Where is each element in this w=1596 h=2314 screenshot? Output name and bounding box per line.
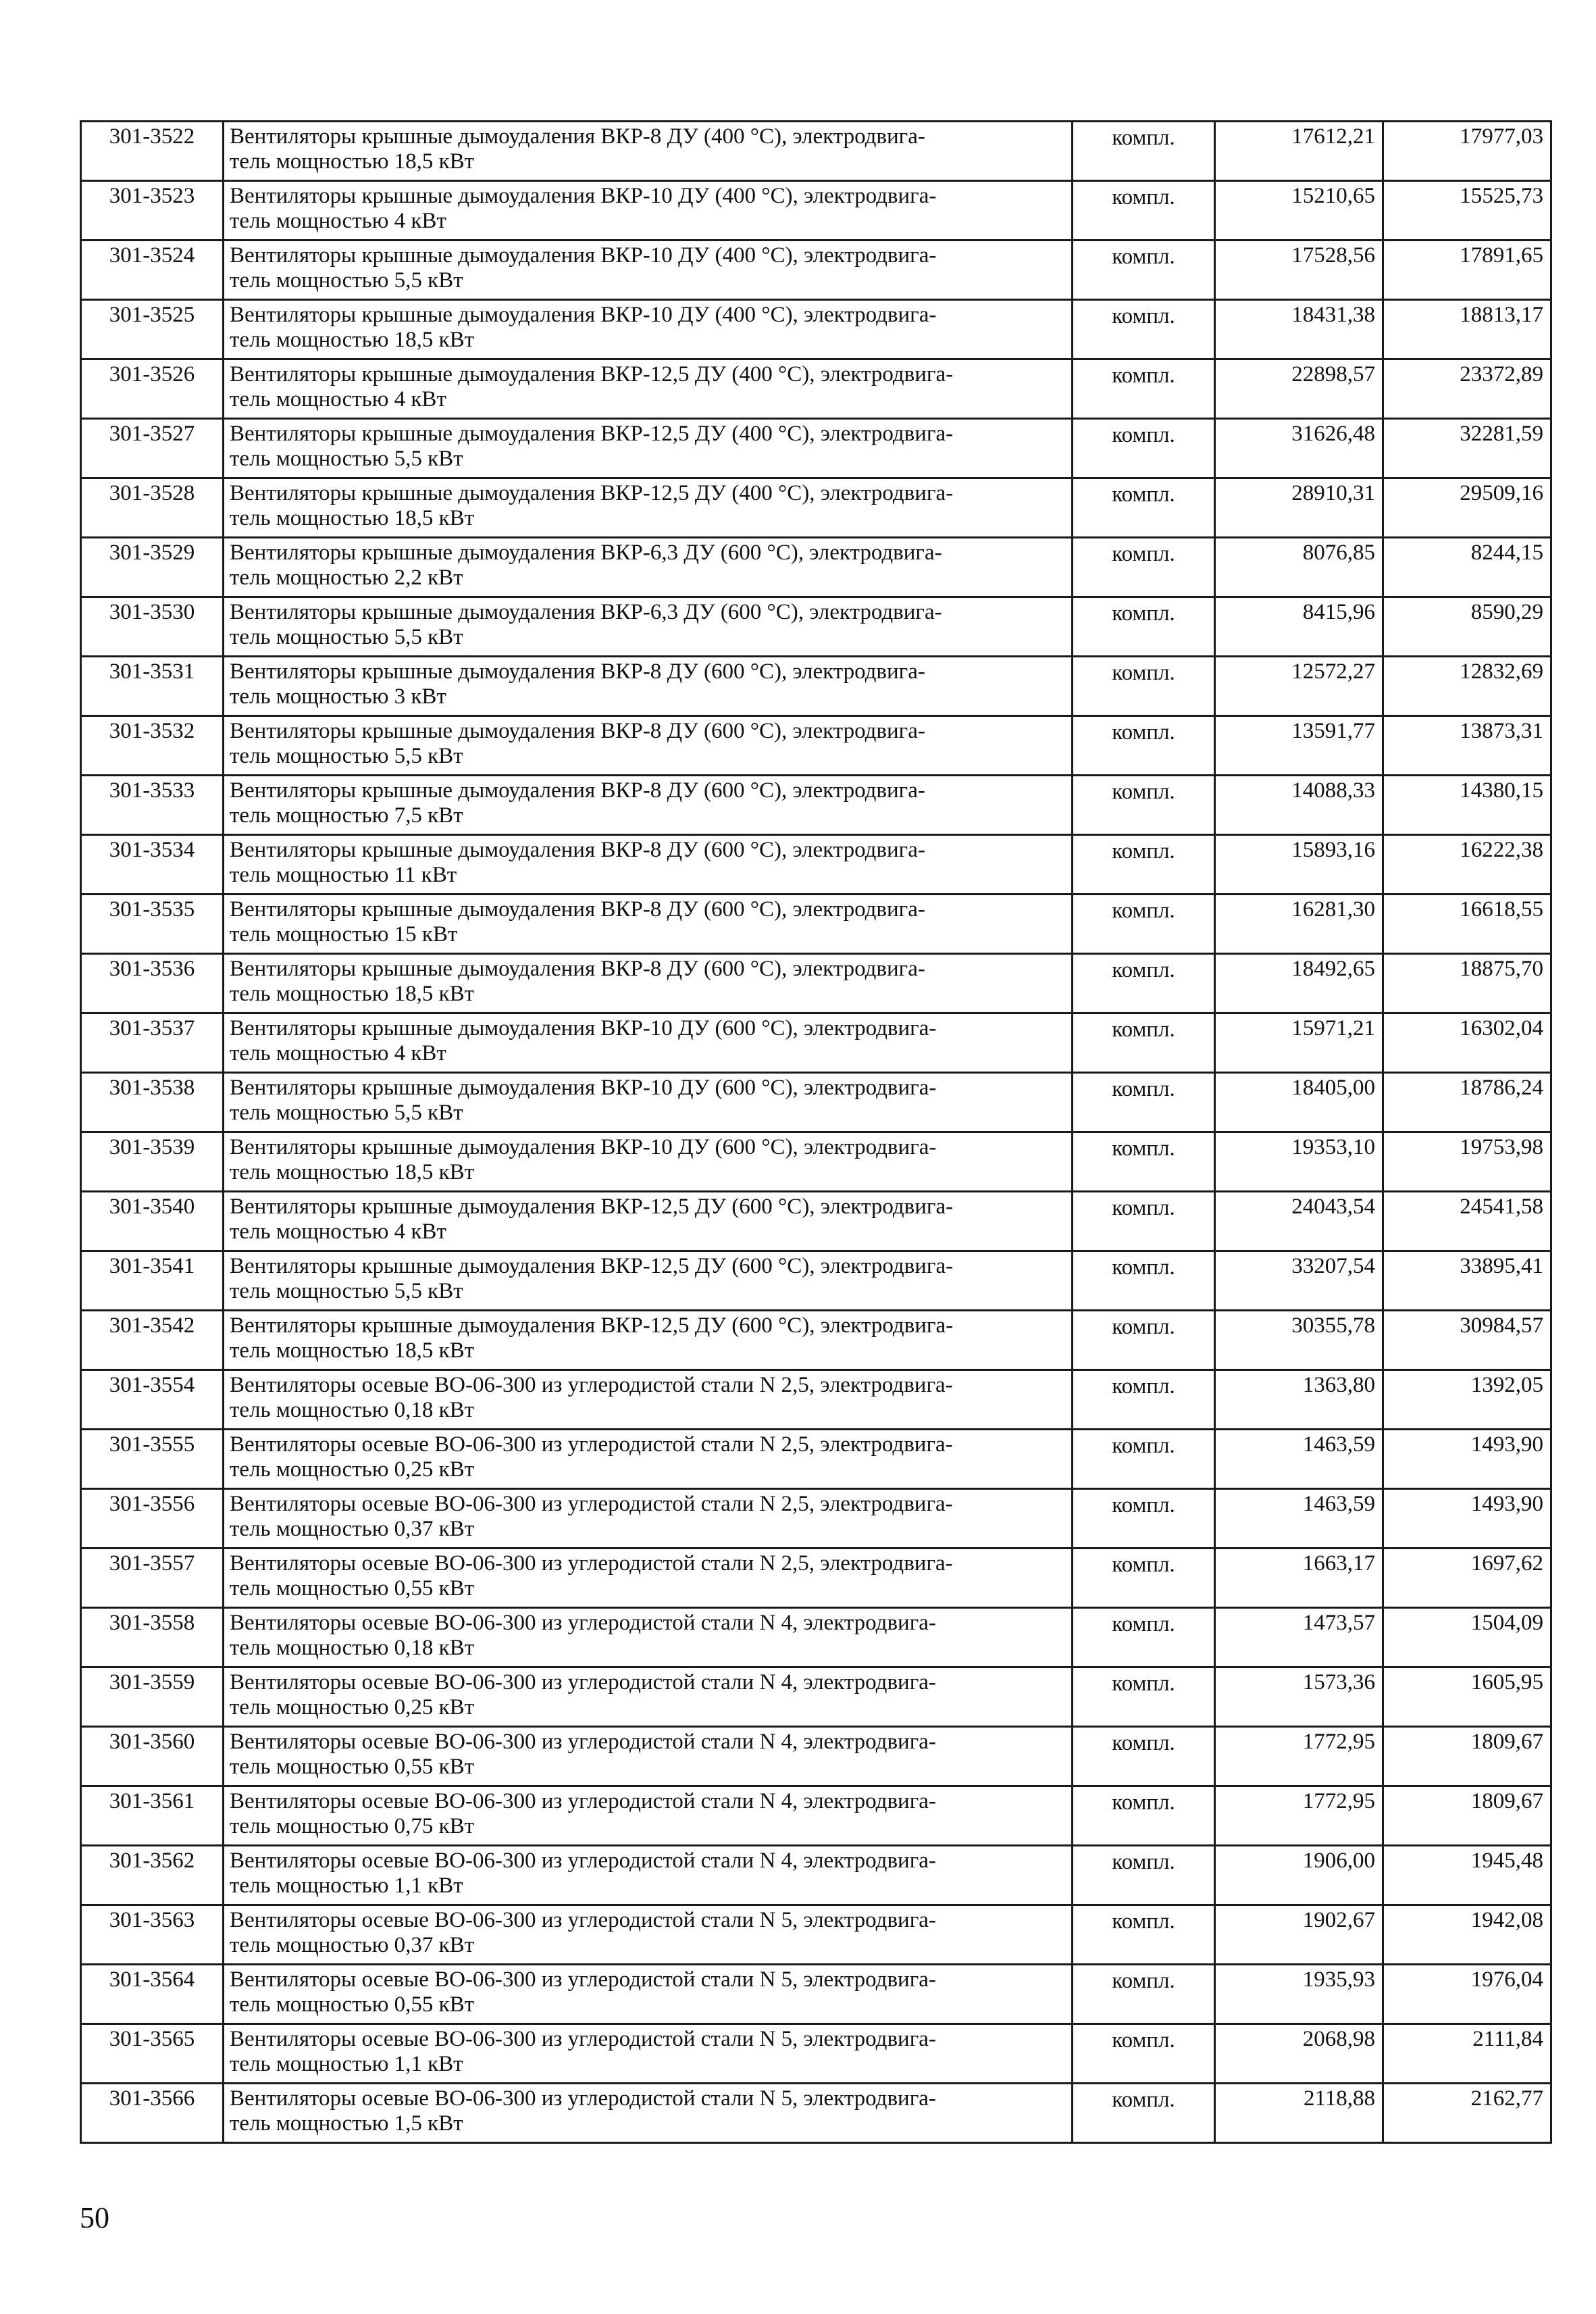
item-unit: компл. [1073, 1608, 1215, 1667]
item-code: 301-3558 [81, 1608, 224, 1667]
item-price-1: 18405,00 [1215, 1073, 1383, 1132]
item-description-line-1: Вентиляторы крышные дымоудаления ВКР-12,5 ДУ (400 °С), электродвига- [230, 481, 954, 505]
item-description [224, 1073, 1073, 1132]
item-code: 301-3542 [81, 1311, 224, 1370]
item-price-1: 1473,57 [1215, 1608, 1383, 1667]
item-description-line-1: Вентиляторы крышные дымоудаления ВКР-12,5 ДУ (400 °С), электродвига- [230, 362, 954, 386]
item-price-2: 2111,84 [1383, 2024, 1551, 2084]
item-description-line-2: тель мощностью 4 кВт [230, 387, 446, 411]
item-description-line-1: Вентиляторы крышные дымоудаления ВКР-8 ДУ (400 °С), электродвига- [230, 124, 925, 149]
item-price-2: 18875,70 [1383, 954, 1551, 1013]
item-code: 301-3565 [81, 2024, 224, 2084]
item-description-line-2: тель мощностью 0,37 кВт [230, 1933, 475, 1957]
item-code: 301-3541 [81, 1251, 224, 1311]
item-description [224, 359, 1073, 419]
item-description-line-2: тель мощностью 0,55 кВт [230, 1755, 475, 1779]
price-table [80, 120, 1552, 2144]
item-description-line-2: тель мощностью 0,75 кВт [230, 1814, 475, 1838]
item-unit: компл. [1073, 1370, 1215, 1430]
item-price-2: 1942,08 [1383, 1905, 1551, 1965]
item-price-1: 30355,78 [1215, 1311, 1383, 1370]
item-price-2: 14380,15 [1383, 776, 1551, 835]
item-unit: компл. [1073, 1846, 1215, 1905]
item-description [224, 954, 1073, 1013]
item-code: 301-3525 [81, 300, 224, 359]
item-price-2: 1392,05 [1383, 1370, 1551, 1430]
item-unit: компл. [1073, 954, 1215, 1013]
table-row [81, 1073, 1551, 1132]
item-description [224, 478, 1073, 538]
item-price-1: 2068,98 [1215, 2024, 1383, 2084]
item-price-1: 8415,96 [1215, 597, 1383, 657]
item-description [224, 1549, 1073, 1608]
item-price-2: 23372,89 [1383, 359, 1551, 419]
item-price-2: 1809,67 [1383, 1786, 1551, 1846]
item-description [224, 419, 1073, 478]
item-price-1: 1906,00 [1215, 1846, 1383, 1905]
item-description-line-1: Вентиляторы крышные дымоудаления ВКР-12,5 ДУ (600 °С), электродвига- [230, 1313, 954, 1338]
table-row [81, 835, 1551, 895]
item-description-line-1: Вентиляторы осевые ВО-06-300 из углеродистой стали N 2,5, электродвига- [230, 1492, 953, 1516]
item-description [224, 1905, 1073, 1965]
item-description [224, 1132, 1073, 1192]
item-description-line-2: тель мощностью 15 кВт [230, 922, 458, 947]
item-unit: компл. [1073, 1965, 1215, 2024]
item-unit: компл. [1073, 1192, 1215, 1251]
item-price-2: 15525,73 [1383, 181, 1551, 241]
item-code: 301-3523 [81, 181, 224, 241]
item-description-line-2: тель мощностью 0,25 кВт [230, 1457, 475, 1482]
item-price-2: 1697,62 [1383, 1549, 1551, 1608]
table-row [81, 122, 1551, 181]
item-price-1: 1663,17 [1215, 1549, 1383, 1608]
item-description-line-2: тель мощностью 1,5 кВт [230, 2111, 463, 2136]
item-code: 301-3564 [81, 1965, 224, 2024]
item-unit: компл. [1073, 300, 1215, 359]
table-row [81, 181, 1551, 241]
item-description [224, 1251, 1073, 1311]
item-unit: компл. [1073, 1132, 1215, 1192]
item-description-line-1: Вентиляторы осевые ВО-06-300 из углеродистой стали N 4, электродвига- [230, 1789, 936, 1813]
item-price-1: 17612,21 [1215, 122, 1383, 181]
item-description-line-1: Вентиляторы крышные дымоудаления ВКР-12,5 ДУ (400 °С), электродвига- [230, 422, 954, 446]
item-price-2: 18813,17 [1383, 300, 1551, 359]
item-description-line-1: Вентиляторы крышные дымоудаления ВКР-10 ДУ (600 °С), электродвига- [230, 1016, 937, 1040]
item-description [224, 1608, 1073, 1667]
item-description-line-2: тель мощностью 0,25 кВт [230, 1695, 475, 1719]
item-description-line-2: тель мощностью 5,5 кВт [230, 1279, 463, 1303]
item-description-line-2: тель мощностью 4 кВт [230, 209, 446, 233]
item-price-2: 8590,29 [1383, 597, 1551, 657]
item-description [224, 1489, 1073, 1549]
item-description [224, 1846, 1073, 1905]
item-description-line-1: Вентиляторы крышные дымоудаления ВКР-8 ДУ (600 °С), электродвига- [230, 778, 925, 803]
item-price-2: 17977,03 [1383, 122, 1551, 181]
item-code: 301-3563 [81, 1905, 224, 1965]
item-code: 301-3539 [81, 1132, 224, 1192]
item-unit: компл. [1073, 2024, 1215, 2084]
item-description-line-2: тель мощностью 18,5 кВт [230, 1160, 475, 1184]
item-code: 301-3560 [81, 1727, 224, 1786]
item-description [224, 241, 1073, 300]
item-price-1: 1772,95 [1215, 1786, 1383, 1846]
table-row [81, 241, 1551, 300]
item-price-1: 1573,36 [1215, 1667, 1383, 1727]
item-code: 301-3529 [81, 538, 224, 597]
table-row [81, 1013, 1551, 1073]
item-description-line-1: Вентиляторы осевые ВО-06-300 из углеродистой стали N 2,5, электродвига- [230, 1551, 953, 1576]
item-description-line-2: тель мощностью 0,18 кВт [230, 1398, 475, 1422]
item-description [224, 122, 1073, 181]
item-code: 301-3536 [81, 954, 224, 1013]
item-description [224, 1370, 1073, 1430]
table-row [81, 895, 1551, 954]
item-description-line-2: тель мощностью 1,1 кВт [230, 2052, 463, 2076]
item-description-line-1: Вентиляторы крышные дымоудаления ВКР-10 ДУ (400 °С), электродвига- [230, 303, 937, 327]
item-price-2: 16222,38 [1383, 835, 1551, 895]
item-description-line-1: Вентиляторы осевые ВО-06-300 из углеродистой стали N 5, электродвига- [230, 2086, 936, 2111]
item-description-line-2: тель мощностью 5,5 кВт [230, 1101, 463, 1125]
item-description-line-2: тель мощностью 5,5 кВт [230, 447, 463, 471]
item-description [224, 1667, 1073, 1727]
item-price-2: 13873,31 [1383, 716, 1551, 776]
item-unit: компл. [1073, 657, 1215, 716]
item-description [224, 1965, 1073, 2024]
page-number: 50 [80, 2201, 109, 2234]
item-price-1: 31626,48 [1215, 419, 1383, 478]
item-description-line-1: Вентиляторы крышные дымоудаления ВКР-8 ДУ (600 °С), электродвига- [230, 659, 925, 684]
table-row [81, 776, 1551, 835]
item-price-1: 8076,85 [1215, 538, 1383, 597]
item-code: 301-3538 [81, 1073, 224, 1132]
item-description-line-1: Вентиляторы крышные дымоудаления ВКР-10 ДУ (600 °С), электродвига- [230, 1076, 937, 1100]
item-description-line-1: Вентиляторы крышные дымоудаления ВКР-8 ДУ (600 °С), электродвига- [230, 838, 925, 862]
item-description-line-2: тель мощностью 1,1 кВт [230, 1873, 463, 1898]
table-row [81, 954, 1551, 1013]
item-price-1: 1772,95 [1215, 1727, 1383, 1786]
item-unit: компл. [1073, 1073, 1215, 1132]
item-code: 301-3535 [81, 895, 224, 954]
item-description-line-2: тель мощностью 5,5 кВт [230, 744, 463, 768]
item-code: 301-3556 [81, 1489, 224, 1549]
item-code: 301-3559 [81, 1667, 224, 1727]
item-description [224, 895, 1073, 954]
item-price-1: 28910,31 [1215, 478, 1383, 538]
item-price-2: 16302,04 [1383, 1013, 1551, 1073]
table-row [81, 1370, 1551, 1430]
item-description-line-1: Вентиляторы осевые ВО-06-300 из углеродистой стали N 5, электродвига- [230, 1908, 936, 1932]
table-row [81, 1965, 1551, 2024]
item-unit: компл. [1073, 1311, 1215, 1370]
item-description-line-1: Вентиляторы крышные дымоудаления ВКР-10 ДУ (400 °С), электродвига- [230, 243, 937, 268]
item-price-1: 33207,54 [1215, 1251, 1383, 1311]
table-row [81, 1727, 1551, 1786]
item-price-2: 1809,67 [1383, 1727, 1551, 1786]
item-code: 301-3534 [81, 835, 224, 895]
item-code: 301-3566 [81, 2084, 224, 2143]
item-description-line-2: тель мощностью 5,5 кВт [230, 625, 463, 649]
item-price-2: 33895,41 [1383, 1251, 1551, 1311]
item-description-line-2: тель мощностью 18,5 кВт [230, 1338, 475, 1363]
item-description-line-1: Вентиляторы крышные дымоудаления ВКР-10 ДУ (600 °С), электродвига- [230, 1135, 937, 1159]
item-price-2: 1605,95 [1383, 1667, 1551, 1727]
item-unit: компл. [1073, 835, 1215, 895]
item-unit: компл. [1073, 359, 1215, 419]
item-code: 301-3522 [81, 122, 224, 181]
item-description-line-1: Вентиляторы крышные дымоудаления ВКР-6,3 ДУ (600 °С), электродвига- [230, 540, 942, 565]
item-unit: компл. [1073, 419, 1215, 478]
table-row [81, 1846, 1551, 1905]
item-description-line-2: тель мощностью 18,5 кВт [230, 982, 475, 1006]
item-code: 301-3557 [81, 1549, 224, 1608]
item-description [224, 2084, 1073, 2143]
item-description-line-1: Вентиляторы крышные дымоудаления ВКР-8 ДУ (600 °С), электродвига- [230, 719, 925, 743]
item-description [224, 657, 1073, 716]
item-description-line-2: тель мощностью 7,5 кВт [230, 803, 463, 828]
table-row [81, 1489, 1551, 1549]
item-unit: компл. [1073, 1430, 1215, 1489]
item-price-1: 12572,27 [1215, 657, 1383, 716]
item-description-line-1: Вентиляторы осевые ВО-06-300 из углеродистой стали N 4, электродвига- [230, 1730, 936, 1754]
item-description [224, 1786, 1073, 1846]
item-description [224, 181, 1073, 241]
item-code: 301-3562 [81, 1846, 224, 1905]
item-description-line-2: тель мощностью 2,2 кВт [230, 565, 463, 590]
item-code: 301-3537 [81, 1013, 224, 1073]
table-row [81, 538, 1551, 597]
item-description-line-2: тель мощностью 4 кВт [230, 1041, 446, 1065]
table-row [81, 2084, 1551, 2143]
item-description [224, 597, 1073, 657]
item-price-1: 1463,59 [1215, 1489, 1383, 1549]
item-description-line-2: тель мощностью 18,5 кВт [230, 506, 475, 530]
item-description-line-1: Вентиляторы осевые ВО-06-300 из углеродистой стали N 4, электродвига- [230, 1611, 936, 1635]
table-row [81, 657, 1551, 716]
item-price-1: 1935,93 [1215, 1965, 1383, 2024]
item-price-2: 12832,69 [1383, 657, 1551, 716]
item-description [224, 538, 1073, 597]
table-row [81, 359, 1551, 419]
item-description-line-1: Вентиляторы осевые ВО-06-300 из углеродистой стали N 5, электродвига- [230, 1967, 936, 1992]
item-description-line-2: тель мощностью 0,55 кВт [230, 1992, 475, 2017]
item-price-1: 1902,67 [1215, 1905, 1383, 1965]
item-code: 301-3530 [81, 597, 224, 657]
item-unit: компл. [1073, 1549, 1215, 1608]
item-price-2: 1945,48 [1383, 1846, 1551, 1905]
item-price-1: 15971,21 [1215, 1013, 1383, 1073]
item-description-line-2: тель мощностью 18,5 кВт [230, 328, 475, 352]
table-row [81, 1430, 1551, 1489]
item-price-1: 18431,38 [1215, 300, 1383, 359]
item-description-line-1: Вентиляторы осевые ВО-06-300 из углеродистой стали N 4, электродвига- [230, 1848, 936, 1873]
table-row [81, 1905, 1551, 1965]
item-price-1: 24043,54 [1215, 1192, 1383, 1251]
item-description-line-1: Вентиляторы осевые ВО-06-300 из углеродистой стали N 5, электродвига- [230, 2027, 936, 2051]
item-description-line-1: Вентиляторы крышные дымоудаления ВКР-8 ДУ (600 °С), электродвига- [230, 957, 925, 981]
item-price-1: 13591,77 [1215, 716, 1383, 776]
item-unit: компл. [1073, 895, 1215, 954]
item-price-2: 18786,24 [1383, 1073, 1551, 1132]
item-price-2: 17891,65 [1383, 241, 1551, 300]
table-row [81, 419, 1551, 478]
item-unit: компл. [1073, 1667, 1215, 1727]
item-description [224, 1727, 1073, 1786]
price-table-body [81, 122, 1551, 2143]
item-price-1: 1463,59 [1215, 1430, 1383, 1489]
item-unit: компл. [1073, 1489, 1215, 1549]
item-description [224, 1311, 1073, 1370]
table-row [81, 1786, 1551, 1846]
item-price-2: 1504,09 [1383, 1608, 1551, 1667]
item-price-2: 24541,58 [1383, 1192, 1551, 1251]
item-price-1: 16281,30 [1215, 895, 1383, 954]
item-price-2: 30984,57 [1383, 1311, 1551, 1370]
item-unit: компл. [1073, 478, 1215, 538]
table-row [81, 1132, 1551, 1192]
item-description-line-2: тель мощностью 0,37 кВт [230, 1517, 475, 1541]
item-price-2: 1976,04 [1383, 1965, 1551, 2024]
item-unit: компл. [1073, 716, 1215, 776]
item-code: 301-3527 [81, 419, 224, 478]
item-description [224, 2024, 1073, 2084]
item-description [224, 1192, 1073, 1251]
item-code: 301-3555 [81, 1430, 224, 1489]
item-description-line-2: тель мощностью 0,18 кВт [230, 1636, 475, 1660]
item-price-2: 8244,15 [1383, 538, 1551, 597]
item-price-1: 19353,10 [1215, 1132, 1383, 1192]
item-unit: компл. [1073, 1251, 1215, 1311]
item-unit: компл. [1073, 1905, 1215, 1965]
item-description [224, 716, 1073, 776]
item-price-1: 18492,65 [1215, 954, 1383, 1013]
table-row [81, 716, 1551, 776]
table-row [81, 597, 1551, 657]
item-unit: компл. [1073, 122, 1215, 181]
table-row [81, 2024, 1551, 2084]
item-unit: компл. [1073, 1013, 1215, 1073]
item-description-line-1: Вентиляторы крышные дымоудаления ВКР-6,3 ДУ (600 °С), электродвига- [230, 600, 942, 624]
item-price-2: 16618,55 [1383, 895, 1551, 954]
item-price-1: 15210,65 [1215, 181, 1383, 241]
table-row [81, 1549, 1551, 1608]
item-description-line-2: тель мощностью 4 кВт [230, 1219, 446, 1244]
item-description [224, 1013, 1073, 1073]
item-unit: компл. [1073, 776, 1215, 835]
table-row [81, 1311, 1551, 1370]
item-unit: компл. [1073, 538, 1215, 597]
item-unit: компл. [1073, 181, 1215, 241]
item-description-line-2: тель мощностью 11 кВт [230, 863, 457, 887]
item-unit: компл. [1073, 1786, 1215, 1846]
item-description [224, 776, 1073, 835]
item-code: 301-3533 [81, 776, 224, 835]
item-code: 301-3532 [81, 716, 224, 776]
item-description-line-2: тель мощностью 0,55 кВт [230, 1576, 475, 1601]
item-price-1: 22898,57 [1215, 359, 1383, 419]
item-price-2: 32281,59 [1383, 419, 1551, 478]
item-description-line-1: Вентиляторы крышные дымоудаления ВКР-10 ДУ (400 °С), электродвига- [230, 184, 937, 208]
item-unit: компл. [1073, 241, 1215, 300]
item-price-1: 15893,16 [1215, 835, 1383, 895]
item-description-line-1: Вентиляторы крышные дымоудаления ВКР-8 ДУ (600 °С), электродвига- [230, 897, 925, 922]
item-price-2: 2162,77 [1383, 2084, 1551, 2143]
item-description-line-2: тель мощностью 3 кВт [230, 684, 446, 709]
item-code: 301-3554 [81, 1370, 224, 1430]
table-row [81, 1608, 1551, 1667]
item-code: 301-3526 [81, 359, 224, 419]
item-description [224, 1430, 1073, 1489]
item-description [224, 300, 1073, 359]
item-description [224, 835, 1073, 895]
item-description-line-1: Вентиляторы осевые ВО-06-300 из углеродистой стали N 4, электродвига- [230, 1670, 936, 1694]
item-price-2: 29509,16 [1383, 478, 1551, 538]
item-description-line-1: Вентиляторы крышные дымоудаления ВКР-12,5 ДУ (600 °С), электродвига- [230, 1254, 954, 1278]
item-description-line-2: тель мощностью 18,5 кВт [230, 149, 475, 174]
item-description-line-1: Вентиляторы крышные дымоудаления ВКР-12,5 ДУ (600 °С), электродвига- [230, 1194, 954, 1219]
item-unit: компл. [1073, 2084, 1215, 2143]
item-code: 301-3540 [81, 1192, 224, 1251]
item-unit: компл. [1073, 597, 1215, 657]
item-price-2: 19753,98 [1383, 1132, 1551, 1192]
item-code: 301-3531 [81, 657, 224, 716]
table-row [81, 478, 1551, 538]
item-code: 301-3524 [81, 241, 224, 300]
item-description-line-1: Вентиляторы осевые ВО-06-300 из углеродистой стали N 2,5, электродвига- [230, 1373, 953, 1397]
item-unit: компл. [1073, 1727, 1215, 1786]
item-code: 301-3561 [81, 1786, 224, 1846]
table-row [81, 300, 1551, 359]
table-row [81, 1192, 1551, 1251]
item-price-1: 1363,80 [1215, 1370, 1383, 1430]
item-price-2: 1493,90 [1383, 1430, 1551, 1489]
item-price-1: 2118,88 [1215, 2084, 1383, 2143]
item-description-line-1: Вентиляторы осевые ВО-06-300 из углеродистой стали N 2,5, электродвига- [230, 1432, 953, 1457]
item-description-line-2: тель мощностью 5,5 кВт [230, 268, 463, 293]
item-code: 301-3528 [81, 478, 224, 538]
item-price-2: 1493,90 [1383, 1489, 1551, 1549]
item-price-1: 17528,56 [1215, 241, 1383, 300]
table-row [81, 1667, 1551, 1727]
table-row [81, 1251, 1551, 1311]
item-price-1: 14088,33 [1215, 776, 1383, 835]
